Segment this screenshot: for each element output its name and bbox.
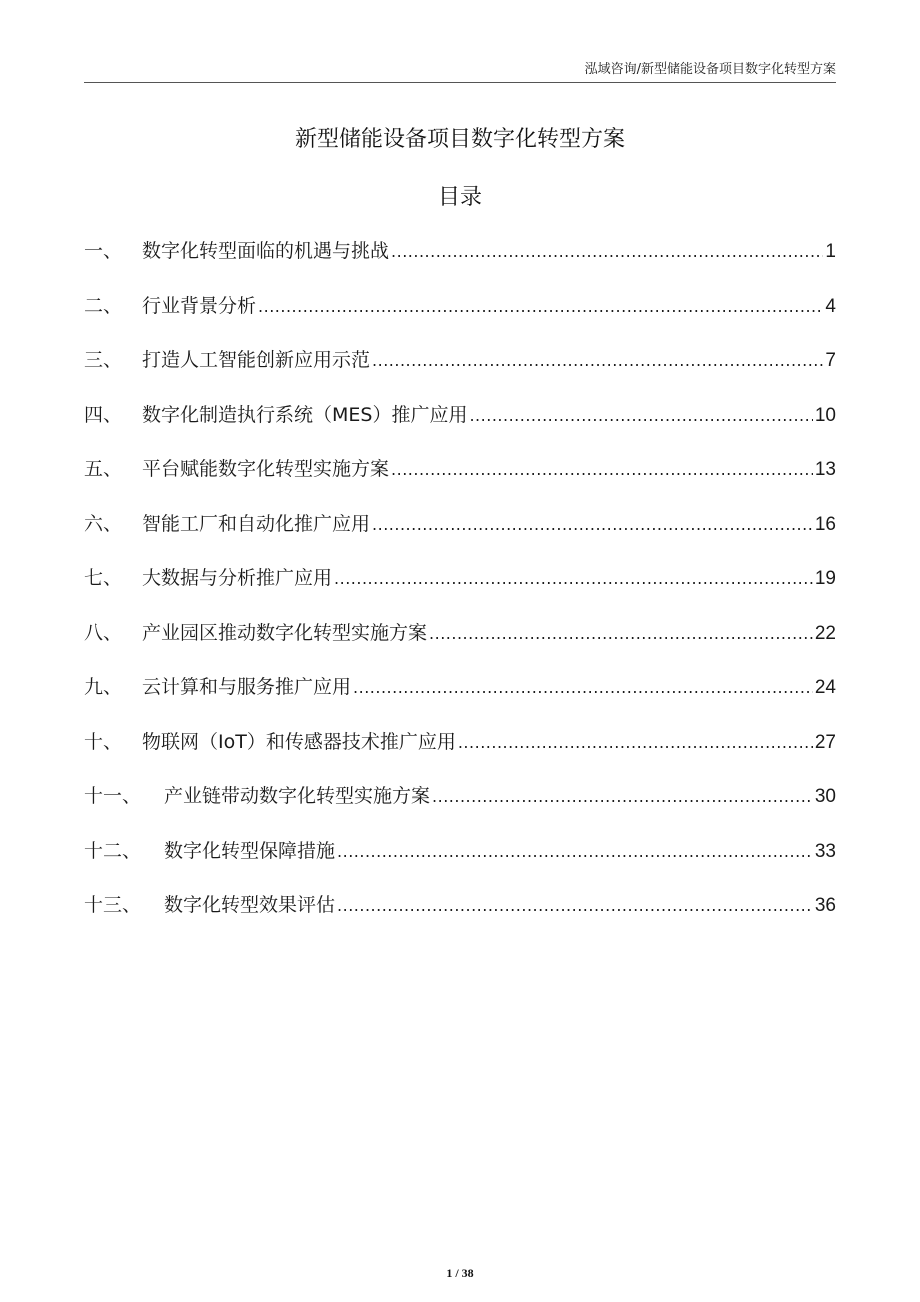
toc-entry-label[interactable]: 数字化转型效果评估 [164, 894, 336, 916]
toc-entry-page[interactable]: 33 [814, 840, 836, 862]
toc-dot-leader [372, 344, 823, 378]
toc-entry-label[interactable]: 数字化转型面临的机遇与挑战 [142, 240, 390, 262]
document-title: 新型储能设备项目数字化转型方案 [294, 127, 625, 152]
toc-entry-number: 二、 [84, 294, 123, 317]
toc-entry-number: 三、 [84, 349, 123, 371]
toc-entry[interactable] [84, 343, 836, 398]
toc-entry-number: 四、 [84, 403, 123, 426]
toc-entry[interactable] [84, 616, 836, 671]
toc-entry-number: 六、 [84, 512, 123, 535]
toc-entry-page[interactable]: 19 [814, 568, 836, 589]
toc-dot-leader [391, 235, 823, 269]
toc-entry-page[interactable]: 24 [814, 677, 836, 698]
toc-entry[interactable] [84, 452, 836, 507]
running-header: 泓域咨询/新型储能设备项目数字化转型方案 [584, 62, 836, 77]
toc-entry[interactable] [84, 670, 836, 725]
toc-entry-page[interactable]: 4 [825, 295, 836, 317]
toc-entry-page[interactable]: 7 [825, 350, 836, 371]
toc-dot-leader [372, 508, 813, 542]
toc-entry[interactable] [84, 725, 836, 780]
toc-dot-leader [353, 671, 813, 705]
toc-entry-page[interactable]: 16 [814, 513, 836, 535]
table-of-contents [84, 234, 836, 943]
toc-entry-page[interactable]: 27 [814, 731, 836, 753]
toc-entry[interactable] [84, 561, 836, 616]
toc-dot-leader [458, 726, 813, 760]
toc-entry-label[interactable]: 产业链带动数字化转型实施方案 [164, 785, 431, 807]
toc-entry-page[interactable]: 22 [814, 622, 836, 644]
toc-entry[interactable] [84, 289, 836, 344]
toc-entry-number: 一、 [84, 240, 123, 262]
toc-entry-label[interactable]: 行业背景分析 [142, 294, 257, 317]
toc-entry[interactable] [84, 888, 836, 943]
toc-entry[interactable] [84, 507, 836, 562]
toc-entry-number: 九、 [84, 676, 123, 698]
toc-entry-label[interactable]: 云计算和与服务推广应用 [142, 676, 352, 698]
toc-entry-page[interactable]: 13 [814, 459, 836, 480]
toc-dot-leader [391, 453, 813, 487]
toc-entry-label[interactable]: 物联网（IoT）和传感器技术推广应用 [142, 730, 456, 753]
toc-entry-label[interactable]: 数字化制造执行系统（MES）推广应用 [142, 403, 468, 426]
toc-entry[interactable] [84, 398, 836, 453]
toc-entry-page[interactable]: 30 [814, 786, 836, 807]
toc-entry-page[interactable]: 10 [814, 404, 836, 426]
toc-entry-page[interactable]: 1 [825, 241, 836, 262]
toc-heading: 目录 [437, 185, 482, 210]
toc-dot-leader [432, 780, 813, 814]
toc-dot-leader [429, 617, 813, 651]
toc-entry[interactable] [84, 834, 836, 889]
toc-dot-leader [337, 835, 813, 869]
toc-entry-number: 七、 [84, 567, 123, 589]
toc-entry-label[interactable]: 平台赋能数字化转型实施方案 [142, 458, 390, 480]
toc-entry-number: 十三、 [84, 894, 142, 916]
header-divider [84, 82, 836, 83]
toc-dot-leader [258, 290, 823, 324]
toc-entry-label[interactable]: 产业园区推动数字化转型实施方案 [142, 621, 428, 644]
toc-entry-label[interactable]: 打造人工智能创新应用示范 [142, 349, 371, 371]
toc-entry-number: 五、 [84, 458, 123, 480]
toc-entry[interactable] [84, 234, 836, 289]
toc-entry-number: 十二、 [84, 839, 142, 862]
toc-entry-label[interactable]: 大数据与分析推广应用 [142, 567, 333, 589]
toc-dot-leader [469, 399, 812, 433]
toc-entry-number: 十一、 [84, 785, 142, 807]
toc-dot-leader [334, 562, 813, 596]
toc-entry-label[interactable]: 智能工厂和自动化推广应用 [142, 512, 371, 535]
toc-entry[interactable] [84, 779, 836, 834]
toc-dot-leader [337, 889, 813, 923]
toc-entry-page[interactable]: 36 [814, 895, 836, 916]
toc-entry-number: 十、 [84, 730, 123, 753]
toc-entry-number: 八、 [84, 621, 123, 644]
toc-entry-label[interactable]: 数字化转型保障措施 [164, 839, 336, 862]
page-number: 1 / 38 [446, 1266, 474, 1280]
